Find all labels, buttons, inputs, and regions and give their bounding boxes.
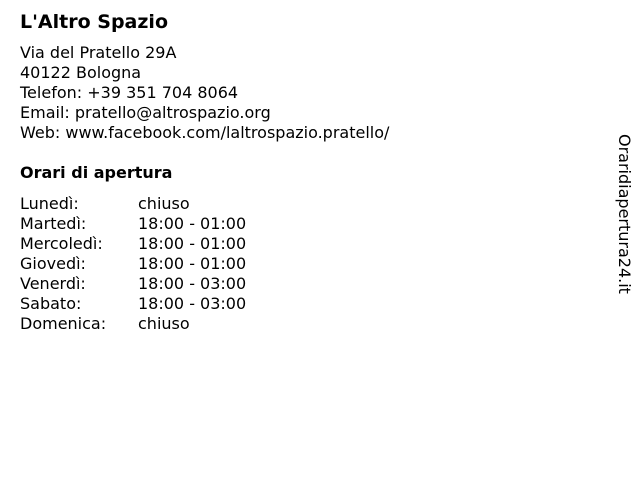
day-label: Venerdì: [20, 274, 86, 293]
day-label: Giovedì: [20, 254, 86, 273]
business-name: L'Altro Spazio [20, 11, 168, 33]
day-hours: chiuso [138, 314, 190, 333]
day-hours: 18:00 - 01:00 [138, 254, 247, 273]
day-hours: 18:00 - 03:00 [138, 274, 247, 293]
day-hours: chiuso [138, 194, 190, 213]
site-watermark [612, 134, 636, 334]
address-city: 40122 Bologna [20, 63, 142, 82]
phone-line: Telefon: +39 351 704 8064 [20, 83, 239, 102]
watermark-text: Oraridiapertura24.it [615, 134, 634, 294]
email-line: Email: pratello@altrospazio.org [20, 103, 271, 122]
day-label: Sabato: [20, 294, 82, 313]
day-label: Domenica: [20, 314, 107, 333]
address-street: Via del Pratello 29A [20, 43, 177, 62]
day-hours: 18:00 - 01:00 [138, 214, 247, 233]
day-hours: 18:00 - 01:00 [138, 234, 247, 253]
opening-hours-heading: Orari di apertura [20, 163, 173, 182]
web-line: Web: www.facebook.com/laltrospazio.pratello/ [20, 123, 390, 142]
day-label: Lunedì: [20, 194, 79, 213]
contact-info [20, 43, 389, 143]
day-label: Martedì: [20, 214, 87, 233]
day-hours: 18:00 - 03:00 [138, 294, 247, 313]
day-label: Mercoledì: [20, 234, 103, 253]
